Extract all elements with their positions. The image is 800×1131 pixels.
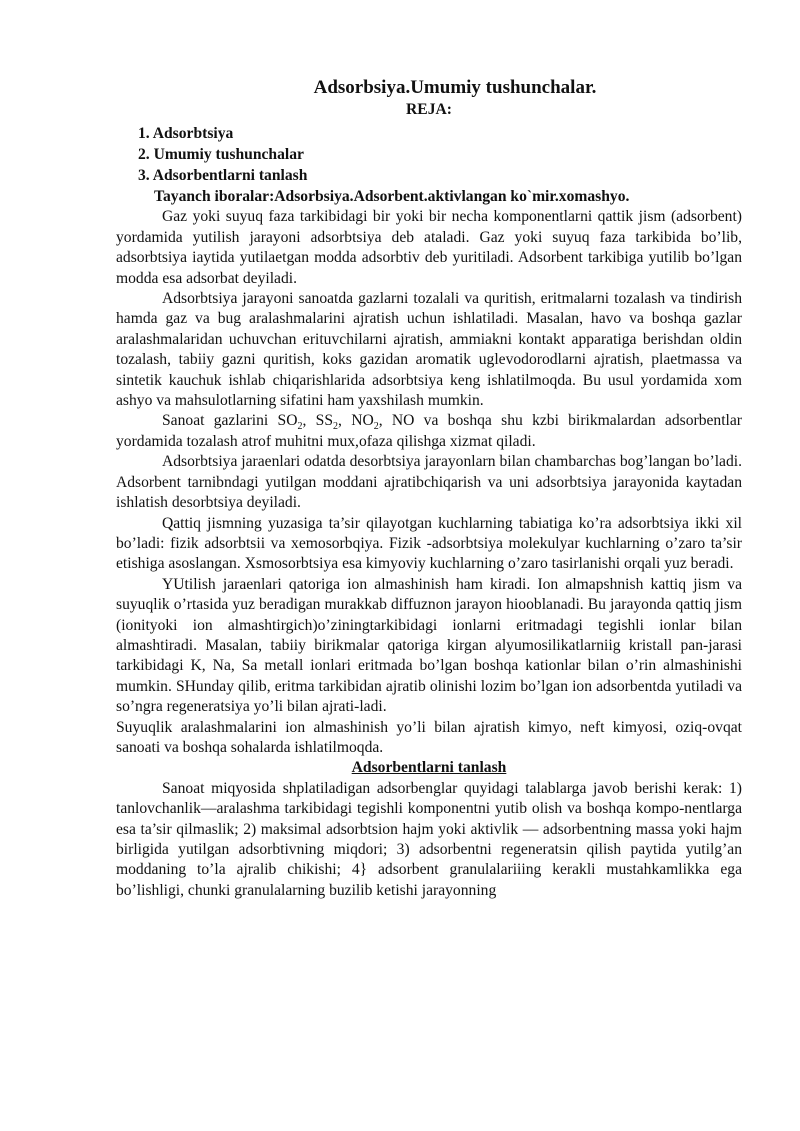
plan-item: 2. Umumiy tushunchalar	[138, 146, 304, 164]
formula-no2-sub: 2	[373, 421, 379, 433]
section-title: Adsorbentlarni tanlash	[351, 759, 507, 777]
paragraph-adsorbent-requirements: Sanoat miqyosida shplatiladigan adsorbenglar quyidagi talablarga javob berishi kerak: 1) tanlovchanlik—aralashma tarkibidagi tegishli komponentni yutib olish va boshqa kompo-nentlarga esa ta’sir qilmaslik; 2) maksimal adsorbtsion hajm yoki aktivlik — adsorbentning massa yoki hajm birligida yutilgan adsorbtivning miqdori; 3) adsorbentni regeneratsin qilish paytida yutilg’an moddaning to’la ajralib chikishi; 4} adsorbent granulalariiing kerakli mustahkamlikka ega bo’lishligi, chunki granulalarning buzilib ketishi jarayonning	[116, 779, 742, 899]
document-title: Adsorbsiya.Umumiy tushunchalar.	[313, 77, 597, 98]
plan-heading: REJA:	[406, 101, 452, 118]
paragraph-adsorption-types: Qattiq jismning yuzasiga ta’sir qilayotgan kuchlarning tabiatiga ko’ra adsorbtsiya ikki xil bo’ladi: fizik adsorbtsii va xemosorbqiya. Fizik -adsorbtsiya molekulyar kuchlarning o’zaro ta’sir etishiga asoslangan. Xsmosorbtsiya esa kimyoviy kuchlarning o’zaro tasirlanishi orqali yuz beradi.	[116, 514, 742, 573]
formula-so2-sub: 2	[297, 421, 303, 433]
formula-ss2: SS	[315, 412, 334, 430]
formula-text-before: Sanoat gazlarini	[162, 412, 278, 430]
plan-list	[116, 123, 742, 186]
formula-no2: NO	[351, 412, 374, 430]
document-body	[116, 76, 742, 901]
keywords-line: Tayanch iboralar:Adsorbsiya.Adsorbent.aktivlangan ko`mir.xomashyo.	[154, 188, 630, 206]
paragraph-ion-exchange: YUtilish jaraenlari qatoriga ion almashinish ham kiradi. Ion almapshnish kattiq jism va suyuqlik o’rtasida yuz beradigan murakkab diffuznon jarayon hiooblanadi. Bu jarayonda qattiq jism (ionityoki ion almashtirgich)o’ziningtarkibidagi ionlarni eritmadagi tegishli ionlar bilan almashtiradi. Masalan, tabiiy birikmalar qatoriga kirgan alyumosilikatlarniig kristall pan-jarasi tarkibidagi K, Na, Sa metall ionlari eritmada bo’lgan boshqa kationlar bilan o’rin almashinishi mumkin. SHunday qilib, eritma tarkibidan ajratib olinishi lozim bo’lgan ion adsorbentda yutiladi va so’ngra regeneratsiya yo’li bilan ajrati-ladi.	[116, 575, 742, 716]
paragraph-applications: Adsorbtsiya jarayoni sanoatda gazlarni tozalali va quritish, eritmalarni tozalash va tindirish hamda gaz va bug aralashmalarini ajratish uchun ishlatiladi. Masalan, havo va boshqa gazlar aralashmalaridan uchuvchan erituvchilarni ajratish, ammiakni kontakt apparatiga berishdan oldin tozalash, tabiiy gazni quritish, koks gazidan aromatik uglevodorodlarni ajratish, plaetmassa va sintetik kauchuk ishlab chiqarishlarida adsorbtsiya keng ishlatilmoqda. Bu usul yordamida xom ashyo va mahsulotlarning sifatini ham yaxshilash mumkin.	[116, 290, 742, 410]
formula-sep: ,	[302, 412, 316, 430]
formula-text-after: , NO va boshqa shu kzbi birikmalardan adsorbentlar yordamida tozalash atrof muhitni mux,ofaza qilishga xizmat qiladi.	[116, 412, 742, 450]
formula-so2: SO	[277, 412, 298, 430]
plan-item: 3. Adsorbentlarni tanlash	[138, 167, 308, 185]
plan-item: 1. Adsorbtsiya	[138, 125, 234, 143]
paragraph-definition: Gaz yoki suyuq faza tarkibidagi bir yoki bir necha komponentlarni qattik jism (adsorbent) yordamida yutilish jarayoni adsorbtsiya deb ataladi. Gaz yoki suyuq faza tarkibida bo’lib, adsorbtsiya iaytida yutilaetgan modda adsorbtiv deb yuritiladi. Adsorbent tarkibiga yutilib bo’lgan modda esa adsorbat deyiladi.	[116, 208, 742, 287]
formula-ss2-sub: 2	[333, 421, 339, 433]
paragraph-desorption: Adsorbtsiya jaraenlari odatda desorbtsiya jarayonlarn bilan chambarchas bog’langan bo’ladi. Adsorbent tarnibndagi yutilgan moddani ajratibchiqarish va uni adsorbtsiya jarayonida kaytadan ishlatish desorbtsiya deyiladi.	[116, 453, 742, 512]
paragraph-ion-exchange-use: Suyuqlik aralashmalarini ion almashinish yo’li bilan ajratish kimyo, neft kimyosi, oziq-ovqat sanoati va boshqa sohalarda ishlatilmoqda.	[116, 718, 742, 756]
formula-sep: ,	[338, 412, 352, 430]
paragraph-industrial-gases	[116, 411, 742, 452]
